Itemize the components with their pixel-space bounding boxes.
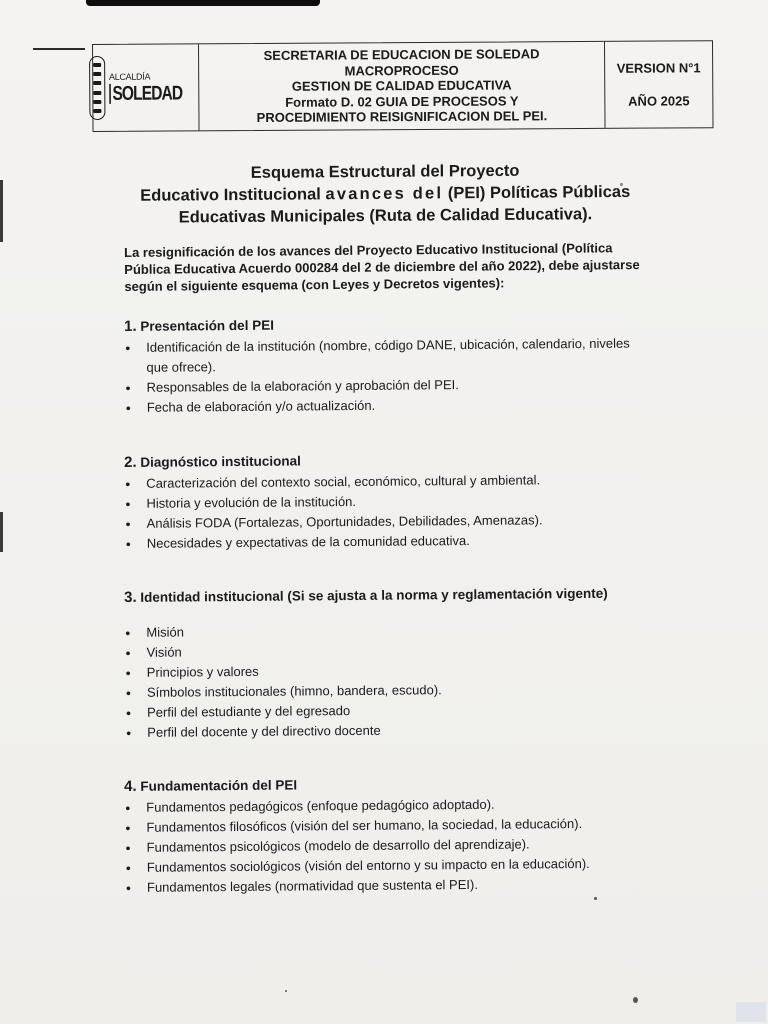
list-item: • Responsables de la elaboración y aprobación del PEI.	[125, 373, 645, 398]
section-presentacion	[124, 312, 645, 418]
header-line-4: Formato D. 02 GUIA DE PROCESOS Y	[285, 93, 519, 110]
list-item: • Fundamentos legales (normatividad que sustenta el PEI).	[125, 873, 665, 898]
section-diagnostico	[124, 448, 645, 554]
document-title	[110, 159, 661, 229]
alcaldia-soledad-logo	[89, 55, 203, 120]
scan-speck	[633, 997, 638, 1003]
section-title: Fundamentación del PEI	[140, 777, 298, 794]
list-item: • Perfil del docente y del directivo docente	[125, 718, 685, 743]
list-item: • Análisis FODA (Fortalezas, Oportunidades, Debilidades, Amenazas).	[125, 509, 645, 534]
list-item: • Identificación de la institución (nombre, código DANE, ubicación, calendario, niveles que ofrece).	[124, 333, 644, 378]
section-identidad	[124, 583, 685, 743]
logo-small-text: ALCALDÍA	[108, 71, 151, 82]
scan-left-edge-lower	[0, 512, 3, 552]
section-list	[124, 469, 645, 554]
document-header-table	[92, 40, 714, 132]
version-label: VERSION N°1	[616, 60, 701, 76]
margin-arrow-mark	[33, 48, 85, 50]
logo-emblem-icon	[89, 56, 105, 120]
scan-speck	[285, 990, 287, 992]
header-line-1: SECRETARIA DE EDUCACION DE SOLEDAD	[263, 46, 540, 64]
list-item: • Caracterización del contexto social, económico, cultural y ambiental.	[124, 469, 644, 494]
logo-big-text: SOLEDAD	[109, 83, 182, 103]
section-fundamentacion	[124, 772, 665, 898]
section-number: 4.	[124, 777, 137, 795]
section-title: Presentación del PEI	[140, 317, 274, 334]
intro-paragraph: La resignificación de los avances del Proyecto Educativo Institucional (Política Pública Educativa Acuerdo 000284 del 2 de diciembre del año 2022), debe ajustarse según el siguiente esquema (con Leyes y Decretos vigentes):	[124, 240, 640, 294]
section-title: Identidad institucional (Si se ajusta a la norma y reglamentación vigente)	[140, 585, 608, 605]
scan-left-edge	[0, 180, 3, 242]
header-line-5: PROCEDIMIENTO REISIGNIFICACION DEL PEI.	[256, 108, 548, 126]
section-number: 3.	[124, 588, 137, 606]
list-item: • Misión	[124, 618, 684, 643]
title-line-2-part-b: (PEI) Políticas Públicas	[447, 182, 631, 203]
section-heading	[124, 583, 684, 608]
title-line-2-part-a: Educativo Institucional	[140, 185, 321, 205]
header-logo-cell	[93, 44, 200, 131]
list-item: • Fundamentos sociológicos (visión del entorno y su impacto en la educación).	[125, 853, 665, 878]
section-list	[124, 618, 685, 743]
title-line-2-spaced: avances del	[325, 184, 444, 204]
list-item: • Historia y evolución de la institución.	[124, 489, 644, 514]
list-item: • Fundamentos psicológicos (modelo de desarrollo del aprendizaje).	[125, 833, 665, 858]
list-item: • Perfil del estudiante y del egresado	[125, 698, 685, 723]
header-version-cell	[605, 41, 713, 128]
list-item: • Visión	[124, 638, 684, 663]
section-number: 2.	[124, 453, 137, 471]
header-line-3: GESTION DE CALIDAD EDUCATIVA	[291, 77, 512, 95]
title-line-3: Educativas Municipales (Ruta de Calidad Educativa).	[178, 205, 593, 227]
list-item: • Fundamentos filosóficos (visión del ser humano, la sociedad, la educación).	[124, 813, 664, 838]
section-title: Diagnóstico institucional	[140, 453, 301, 470]
scan-speck	[594, 897, 597, 900]
title-line-1: Esquema Estructural del Proyecto	[250, 161, 520, 182]
scanner-watermark	[736, 1002, 766, 1022]
year-label: AÑO 2025	[628, 93, 690, 109]
list-item: • Símbolos institucionales (himno, bandera, escudo).	[125, 678, 685, 703]
section-list	[124, 333, 645, 418]
list-item: • Necesidades y expectativas de la comunidad educativa.	[125, 529, 645, 554]
list-item: • Principios y valores	[125, 658, 685, 683]
header-title-cell	[199, 42, 606, 130]
list-item: • Fundamentos pedagógicos (enfoque pedagógico adoptado).	[124, 793, 664, 818]
scan-edge-shadow	[86, 0, 320, 6]
section-number: 1.	[124, 317, 137, 335]
list-item: • Fecha de elaboración y/o actualización.	[125, 393, 645, 418]
header-line-2: MACROPROCESO	[344, 62, 459, 79]
section-list	[124, 793, 665, 898]
